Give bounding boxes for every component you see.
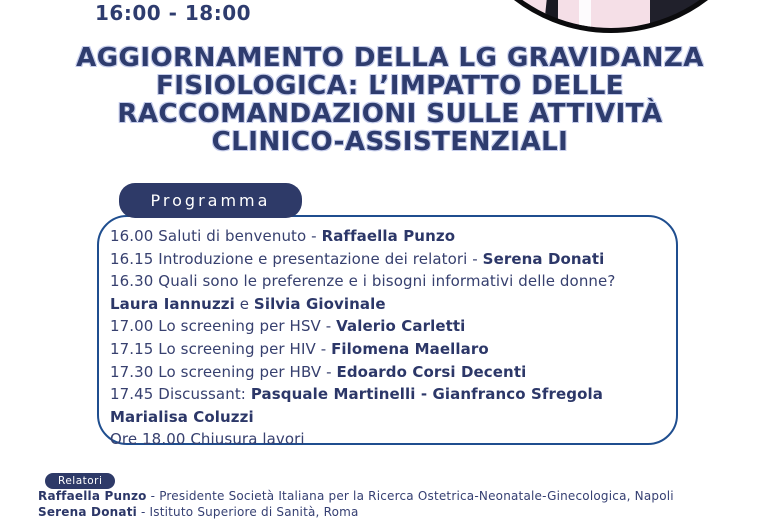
program-list bbox=[110, 225, 662, 451]
program-item: 17.00 Lo screening per HSV - Valerio Carletti bbox=[110, 315, 662, 338]
relatori-badge: Relatori bbox=[45, 473, 115, 489]
program-item: Marialisa Coluzzi bbox=[110, 406, 662, 429]
event-title-line-2: FISIOLOGICA: L’IMPATTO DELLE bbox=[0, 72, 780, 100]
speaker-photo bbox=[452, 0, 770, 33]
program-item: 17.30 Lo screening per HBV - Edoardo Corsi Decenti bbox=[110, 361, 662, 384]
program-item: Ore 18.00 Chiusura lavori bbox=[110, 428, 662, 451]
event-title-line-3: RACCOMANDAZIONI SULLE ATTIVITÀ bbox=[0, 100, 780, 128]
program-item: 16.00 Saluti di benvenuto - Raffaella Punzo bbox=[110, 225, 662, 248]
event-title bbox=[0, 44, 780, 156]
program-item: Laura Iannuzzi e Silvia Giovinale bbox=[110, 293, 662, 316]
speaker-entry: Serena Donati - Istituto Superiore di Sanità, Roma bbox=[38, 505, 778, 520]
program-item: 16.15 Introduzione e presentazione dei relatori - Serena Donati bbox=[110, 248, 662, 271]
program-item: 17.15 Lo screening per HIV - Filomena Maellaro bbox=[110, 338, 662, 361]
program-item: 16.30 Quali sono le preferenze e i bisogni informativi delle donne? bbox=[110, 270, 662, 293]
event-time: 16:00 - 18:00 bbox=[95, 1, 251, 25]
event-title-line-1: AGGIORNAMENTO DELLA LG GRAVIDANZA bbox=[0, 44, 780, 72]
programma-label-pill: Programma bbox=[119, 183, 302, 218]
event-title-line-4: CLINICO-ASSISTENZIALI bbox=[0, 128, 780, 156]
program-box bbox=[97, 215, 678, 445]
shirt-shape bbox=[558, 0, 650, 28]
program-item: 17.45 Discussant: Pasquale Martinelli - Gianfranco Sfregola bbox=[110, 383, 662, 406]
shirt-stripe-shape bbox=[579, 0, 591, 28]
speaker-list bbox=[38, 489, 778, 520]
speaker-entry: Raffaella Punzo - Presidente Società Italiana per la Ricerca Ostetrica-Neonatale-Ginecologica, Napoli bbox=[38, 489, 778, 505]
